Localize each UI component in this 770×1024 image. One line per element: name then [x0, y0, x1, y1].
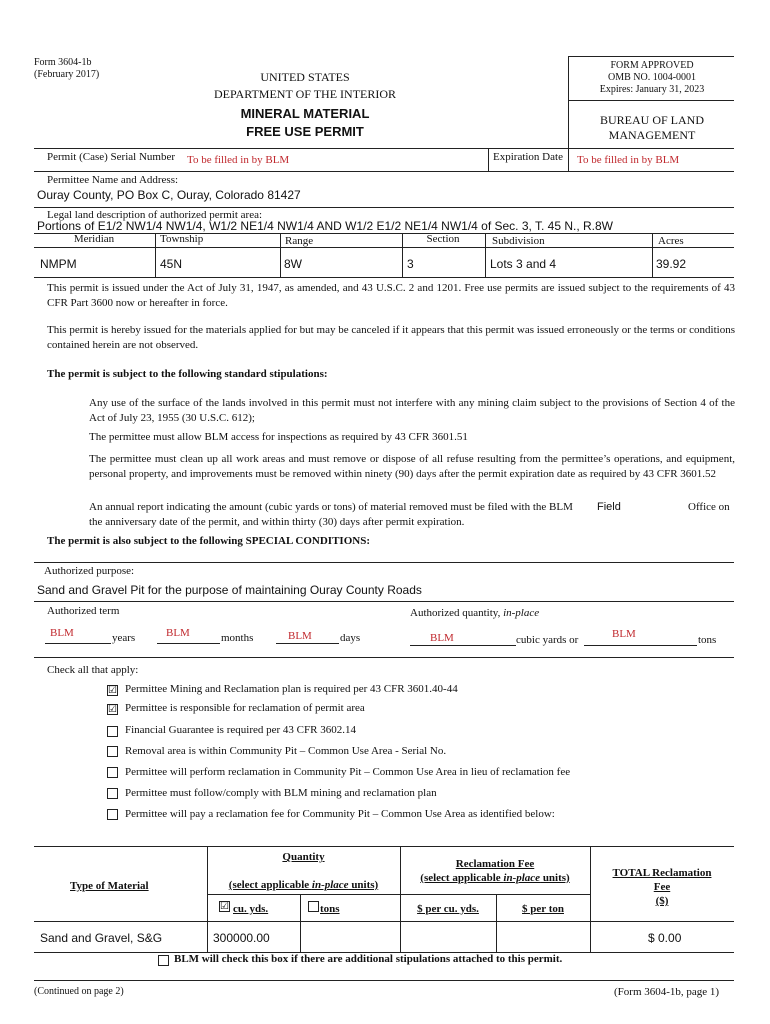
- months-label: months: [221, 632, 254, 644]
- serial-number-field[interactable]: To be filled in by BLM: [187, 154, 290, 166]
- check-community-pit-area-label: Removal area is within Community Pit – Common Use Area - Serial No.: [125, 745, 447, 757]
- permittee-field[interactable]: Ouray County, PO Box C, Ouray, Colorado 81427: [37, 188, 301, 202]
- header-section: Section: [426, 233, 460, 245]
- agency-line-2: DEPARTMENT OF THE INTERIOR: [213, 87, 397, 101]
- header-township: Township: [160, 233, 204, 245]
- cell-meridian[interactable]: NMPM: [40, 257, 77, 271]
- expiration-notice: Expires: January 31, 2023: [599, 84, 705, 95]
- total-fee-header-1: TOTAL Reclamation: [612, 867, 712, 879]
- check-perform-reclamation-label: Permittee will perform reclamation in Community Pit – Common Use Area in lieu of reclamation fee: [125, 766, 571, 778]
- omb-number: OMB NO. 1004-0001: [607, 72, 697, 83]
- quantity-subheader: (select applicable in-place units): [228, 879, 379, 891]
- authorized-term-label: Authorized term: [47, 605, 120, 617]
- total-fee-header-3: ($): [655, 895, 669, 907]
- term-months-field[interactable]: BLM: [166, 627, 190, 639]
- check-follow-blm-plan[interactable]: [107, 788, 118, 799]
- quantity-header: Quantity: [282, 851, 325, 863]
- authorized-quantity-label: Authorized quantity, in-place: [410, 607, 540, 619]
- check-financial-guarantee-label: Financial Guarantee is required per 43 CFR 3602.14: [125, 724, 356, 736]
- check-mining-plan-label: Permittee Mining and Reclamation plan is required per 43 CFR 3601.40-44: [125, 683, 458, 695]
- office-on-text: Office on: [688, 501, 730, 513]
- authorized-purpose-label: Authorized purpose:: [44, 565, 135, 577]
- quantity-cuyd-field[interactable]: BLM: [430, 632, 454, 644]
- continued-note: (Continued on page 2): [34, 986, 124, 997]
- reclamation-fee-subheader: (select applicable in-place units): [420, 872, 570, 884]
- years-label: years: [112, 632, 136, 644]
- check-financial-guarantee[interactable]: [107, 726, 118, 737]
- term-days-field[interactable]: BLM: [288, 630, 312, 642]
- reclamation-fee-header: Reclamation Fee: [455, 858, 535, 870]
- tons-label: tons: [698, 634, 717, 646]
- standard-stipulations-heading: The permit is subject to the following standard stipulations:: [47, 368, 328, 380]
- additional-stipulations-label: BLM will check this box if there are additional stipulations attached to this permit.: [174, 953, 563, 965]
- check-reclamation-responsible[interactable]: ☑: [108, 704, 117, 715]
- field-office-field[interactable]: Field: [597, 501, 621, 513]
- stipulation-cleanup: The permittee must clean up all work areas and must remove or dispose of all refuse resulting from the permittee’s operations, and equipment, personal property, and improvements must be removed within ninety (90) days after the permit expiration date as required by 43 CFR 3601.52: [89, 453, 735, 480]
- row-quantity-cell[interactable]: 300000.00: [213, 931, 270, 945]
- row-total-cell[interactable]: $ 0.00: [648, 931, 682, 945]
- per-ton-header: $ per ton: [522, 903, 564, 915]
- check-pay-reclamation-fee[interactable]: [107, 809, 118, 820]
- page-number: (Form 3604-1b, page 1): [614, 986, 720, 998]
- term-years-field[interactable]: BLM: [50, 627, 74, 639]
- form-date: (February 2017): [34, 69, 100, 80]
- agency-line-1: UNITED STATES: [260, 70, 350, 84]
- cell-township[interactable]: 45N: [160, 257, 183, 271]
- tons-checkbox[interactable]: [308, 901, 319, 912]
- stipulation-annual-report: An annual report indicating the amount (cubic yards or tons) of material removed must be filed with the BLM: [89, 501, 573, 513]
- permittee-label: Permittee Name and Address:: [47, 174, 179, 186]
- tons-unit-label: tons: [320, 903, 340, 915]
- cell-range[interactable]: 8W: [284, 257, 302, 271]
- cancellation-paragraph: This permit is hereby issued for the materials applied for but may be canceled if it appears that this permit was issued erroneously or the terms or conditions contained herein are not observed.: [47, 324, 735, 351]
- check-follow-blm-plan-label: Permittee must follow/comply with BLM mining and reclamation plan: [125, 787, 437, 799]
- legal-description-label: Legal land description of authorized permit area:: [47, 209, 263, 221]
- type-of-material-header: Type of Material: [70, 880, 149, 892]
- form-title-line-2: FREE USE PERMIT: [246, 124, 364, 139]
- check-pay-reclamation-fee-label: Permittee will pay a reclamation fee for Community Pit – Common Use Area as identified below:: [125, 808, 555, 820]
- quantity-tons-field[interactable]: BLM: [612, 628, 636, 640]
- expiration-date-label: Expiration Date: [493, 151, 563, 163]
- form-number: Form 3604-1b: [34, 57, 92, 68]
- header-range: Range: [285, 235, 314, 247]
- days-label: days: [340, 632, 361, 644]
- check-reclamation-responsible-label: Permittee is responsible for reclamation of permit area: [125, 702, 365, 714]
- header-subdivision: Subdivision: [492, 235, 545, 247]
- stipulation-mining-claims: Any use of the surface of the lands involved in this permit must not interfere with any mining claim subject to the provisions of Section 4 of the Act of July 23, 1955 (30 U.S.C. 612);: [89, 397, 735, 424]
- cell-subdivision[interactable]: Lots 3 and 4: [490, 257, 557, 271]
- form-approved: FORM APPROVED: [610, 60, 694, 71]
- expiration-date-field[interactable]: To be filled in by BLM: [577, 154, 680, 166]
- per-cuyd-header: $ per cu. yds.: [417, 903, 479, 915]
- additional-stipulations-checkbox[interactable]: [158, 955, 169, 966]
- stipulation-blm-access: The permittee must allow BLM access for inspections as required by 43 CFR 3601.51: [89, 431, 468, 443]
- check-mining-plan[interactable]: ☑: [108, 685, 117, 696]
- form-title-line-1: MINERAL MATERIAL: [240, 106, 370, 121]
- check-community-pit-area[interactable]: [107, 746, 118, 757]
- cuyds-label: cu. yds.: [233, 903, 269, 915]
- header-acres: Acres: [658, 235, 684, 247]
- authority-paragraph: This permit is issued under the Act of July 31, 1947, as amended, and 43 U.S.C. 2 and 1201. Free use permits are issued subject to the requirements of 43 CFR Part 3600 now or hereafter in force.: [47, 282, 735, 309]
- check-perform-reclamation[interactable]: [107, 767, 118, 778]
- check-all-label: Check all that apply:: [47, 664, 139, 676]
- special-conditions-heading: The permit is also subject to the following SPECIAL CONDITIONS:: [47, 535, 370, 547]
- serial-number-label: Permit (Case) Serial Number: [47, 151, 175, 163]
- legal-description-field[interactable]: Portions of E1/2 NW1/4 NW1/4, W1/2 NE1/4 NW1/4 AND W1/2 E1/2 NE1/4 NW1/4 of Sec. 3, T. 45 N., R.8W: [37, 219, 613, 233]
- row-material-cell[interactable]: Sand and Gravel, S&G: [40, 931, 163, 945]
- header-meridian: Meridian: [73, 233, 115, 245]
- stipulation-annual-report-cont: the anniversary date of the permit, and within thirty (30) days after permit expiration.: [89, 516, 465, 528]
- cuyds-checkbox[interactable]: ☑: [220, 901, 229, 912]
- cubic-yards-label: cubic yards or: [516, 634, 579, 646]
- cell-section[interactable]: 3: [407, 257, 414, 271]
- authorized-purpose-field[interactable]: Sand and Gravel Pit for the purpose of maintaining Ouray County Roads: [37, 583, 422, 597]
- cell-acres[interactable]: 39.92: [656, 257, 687, 271]
- bureau-line-1: BUREAU OF LAND: [599, 113, 704, 127]
- total-fee-header-2: Fee: [653, 881, 671, 893]
- bureau-line-2: MANAGEMENT: [608, 128, 696, 142]
